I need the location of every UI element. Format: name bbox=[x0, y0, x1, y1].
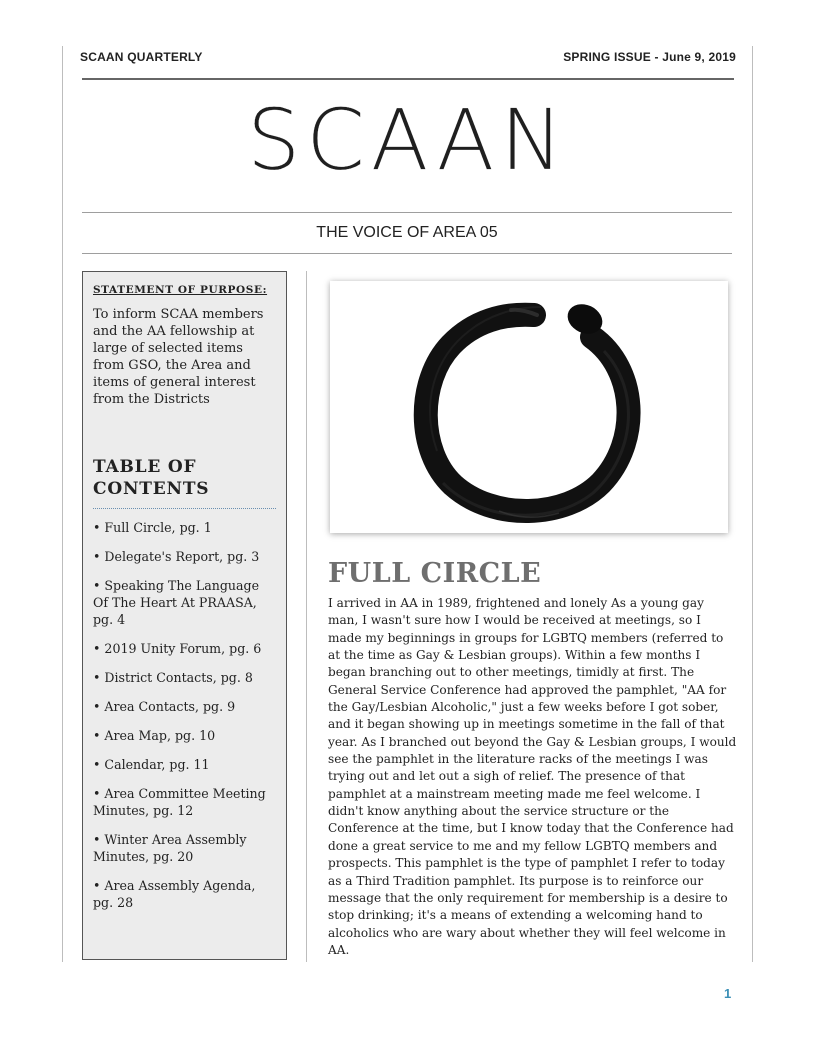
toc-item-calendar[interactable]: • Calendar, pg. 11 bbox=[93, 757, 210, 772]
purpose-text: To inform SCAA members and the AA fellowship at large of selected items from GSO, the Area and items of general interest from the Districts bbox=[93, 307, 264, 407]
toc-item-delegates-report[interactable]: • Delegate's Report, pg. 3 bbox=[93, 549, 260, 564]
toc-item-committee-minutes[interactable]: • Area Committee Meeting Minutes, pg. 12 bbox=[93, 786, 266, 818]
toc-item-praasa[interactable]: • Speaking The Language Of The Heart At PRAASA, pg. 4 bbox=[93, 578, 260, 627]
enso-photo bbox=[330, 281, 728, 533]
article-title: FULL CIRCLE bbox=[328, 558, 542, 589]
page-number: 1 bbox=[724, 986, 732, 1001]
masthead-rule-top bbox=[82, 212, 732, 213]
toc-item-area-map[interactable]: • Area Map, pg. 10 bbox=[93, 728, 216, 743]
toc-divider bbox=[93, 508, 276, 509]
masthead-rule-bottom bbox=[82, 253, 732, 254]
toc-item-assembly-minutes[interactable]: • Winter Area Assembly Minutes, pg. 20 bbox=[93, 832, 247, 864]
issue-date: SPRING ISSUE - June 9, 2019 bbox=[563, 50, 736, 64]
sidebar bbox=[82, 271, 287, 960]
right-border-line bbox=[752, 46, 753, 962]
toc-item-assembly-agenda[interactable]: • Area Assembly Agenda, pg. 28 bbox=[93, 878, 256, 910]
left-border-line bbox=[62, 46, 63, 962]
masthead-tagline: THE VOICE OF AREA 05 bbox=[316, 224, 498, 241]
enso-circle-image bbox=[330, 281, 728, 533]
header-rule bbox=[82, 78, 734, 80]
column-divider bbox=[306, 271, 307, 962]
publication-name: SCAAN QUARTERLY bbox=[80, 50, 203, 64]
masthead-title: SCAAN bbox=[246, 91, 570, 189]
toc-title: TABLE OF CONTENTS bbox=[93, 457, 210, 499]
toc-item-area-contacts[interactable]: • Area Contacts, pg. 9 bbox=[93, 699, 236, 714]
toc-item-unity-forum[interactable]: • 2019 Unity Forum, pg. 6 bbox=[93, 641, 262, 656]
article-body: I arrived in AA in 1989, frightened and lonely As a young gay man, I wasn't sure how I would be received at meetings, so I made my beginnings in groups for LGBTQ members (referred to at the time as Gay & Lesbian groups). Within a few months I began branching out to other meetings, timidly at first. The General Service Conference had approved the pamphlet, "AA for the Gay/Lesbian Alcoholic," just a few weeks before I got sober, and it began showing up in meetings sometime in the fall of that year. As I branched out beyond the Gay & Lesbian groups, I would see the pamphlet in the literature racks of the meetings I was trying out and let out a sigh of relief. The presence of that pamphlet at a mainstream meeting made me feel welcome. I didn't know anything about the service structure or the Conference at the time, but I know today that the Conference had done a great service to me and my fellow LGBTQ members and prospects. This pamphlet is the type of pamphlet I refer to today as a Third Tradition pamphlet. Its purpose is to reinforce our message that the only requirement for membership is a desire to stop drinking; it's a means of extending a welcoming hand to alcoholics who are wary about whether they will feel welcome in AA. bbox=[328, 596, 737, 957]
toc-item-district-contacts[interactable]: • District Contacts, pg. 8 bbox=[93, 670, 253, 685]
purpose-heading: STATEMENT OF PURPOSE: bbox=[93, 284, 268, 296]
toc-item-full-circle[interactable]: • Full Circle, pg. 1 bbox=[93, 520, 212, 535]
